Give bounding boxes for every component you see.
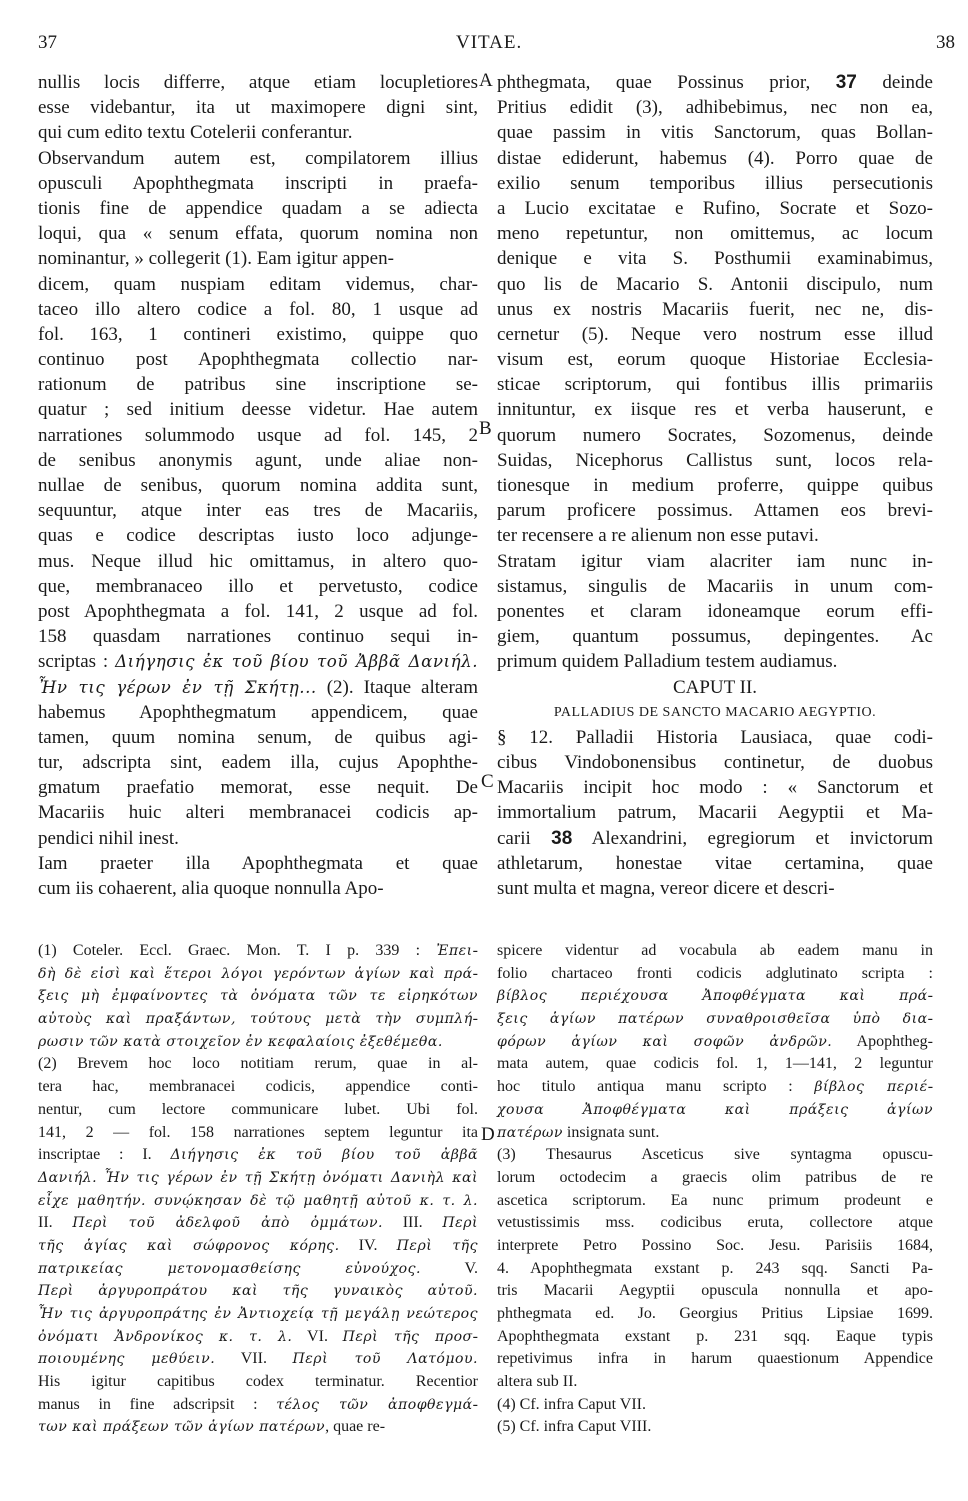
text-line: nullae de senibus, quorum nomina addita sunt,: [38, 475, 478, 496]
text-line: sequuntur, atque inter eas tres de Macariis,: [38, 500, 478, 522]
footnote-line: (4) Cf. infra Caput VII.: [497, 1395, 646, 1413]
footnote-line: Περὶ ἀργυροπράτου καὶ τῆς γυναικὸς αὐτοῦ.: [38, 1283, 478, 1300]
text-line: scriptas : Διήγησις ἐκ τοῦ βίου τοῦ Ἀββᾶ Δανιήλ.: [38, 651, 478, 673]
footnote-line: (5) Cf. infra Caput VIII.: [497, 1418, 652, 1436]
text-line: Ἦν τις γέρων ἐν τῇ Σκήτῃ... (2). Itaque alteram: [38, 676, 478, 698]
text-line: mus. Neque illud hic omittamus, in altero quo-: [38, 550, 478, 572]
footnote-line: πατέρων insignata sunt.: [497, 1123, 660, 1141]
text-line: ter recensere a re alienum non esse putavi.: [497, 525, 819, 547]
text-line: athletarum, honestae vitae certamina, quae: [497, 852, 933, 874]
text-line: carii 38 Alexandrini, egregiorum et invictorum: [497, 827, 933, 849]
footnote-line: tris Macarii Aegyptii opuscula nonnulla et apo-: [497, 1282, 933, 1300]
margin-mark-c: C: [481, 771, 494, 792]
text-line: unus ex nostris Macariis fuerit, nec ne, dis-: [497, 298, 933, 320]
text-line: quo lis de Macario S. Antonii discipulo, num: [497, 273, 933, 295]
text-line: a Lucio excitatae e Rufino, Socrate et Sozo-: [497, 197, 933, 219]
text-line: qui cum edito textu Cotelerii conferantur.: [38, 122, 353, 144]
footnote-line: χουσα Ἀποφθέγματα καὶ πράξεις ἁγίων: [497, 1101, 933, 1118]
text-line: Suidas, Nicephorus Callistus sunt, locos rela-: [497, 449, 933, 471]
footnote-line: (3) Thesaurus Asceticus sive syntagma opuscu-: [497, 1146, 933, 1164]
text-line: phthegmata, quae Possinus prior, 37 deinde: [497, 72, 933, 93]
footnote-line: Δανιήλ. Ἦν τις γέρων ἐν τῇ Σκήτῃ ὀνόματι Δανιὴλ καὶ: [38, 1169, 478, 1186]
footnote-line: ποιουμένης μεθύειν. VII. Περὶ τοῦ Λατόμου.: [38, 1350, 479, 1368]
footnote-line: (2) Brevem hoc loco notitiam rerum, quae in al-: [38, 1055, 478, 1073]
footnote-line: vetustissimis mss. codicibus eruta, collectore atque: [497, 1214, 933, 1232]
text-line: primum quidem Palladium testem audiamus.: [497, 651, 838, 673]
running-title: VITAE.: [456, 32, 523, 53]
footnote-line: 4. Apophthegmata exstant p. 243 sqq. Sancti Pa-: [497, 1259, 933, 1277]
text-line: cibus Vindobonensibus continetur, de duobus: [497, 752, 933, 774]
footnote-line: των καὶ πράξεων τῶν ἁγίων πατέρων, quae re-: [38, 1418, 386, 1436]
text-line: rationum de patribus sine inscriptione se-: [38, 374, 478, 396]
text-line: taceo illo altero codice a fol. 80, 1 usque ad: [38, 298, 478, 320]
text-line: que, membranaceo illo et pervetusto, codice: [38, 575, 478, 597]
footnote-line: βίβλος περιέχουσα Ἀποφθέγματα καὶ πρά-: [497, 987, 933, 1005]
text-line: pendici nihil inest.: [38, 827, 179, 849]
text-line: continuo post Apophthegmata collectio nar-: [38, 349, 478, 371]
footnote-line: altera sub II.: [497, 1373, 578, 1391]
footnote-line: interprete Petro Possino Soc. Jesu. Parisiis 1684,: [497, 1236, 933, 1254]
text-line: Macariis incipit hoc modo : « Sanctorum et: [497, 777, 933, 799]
margin-mark-b: B: [479, 418, 492, 439]
text-line: cum iis cohaerent, alia quoque nonnulla Apo-: [38, 878, 384, 899]
footnote-line: αὐτοὺς καὶ πραξάντων, τούτους μετὰ τὴν συμπλή-: [38, 1010, 478, 1028]
text-line: de senibus anonymis agunt, unde aliae non-: [38, 449, 478, 471]
text-line: tionis fine de appendice quadam a se adiecta: [38, 197, 478, 219]
text-line: Observandum autem est, compilatorem illius: [38, 147, 478, 169]
footnote-line: inscriptae : I. Διήγησις ἐκ τοῦ βίου τοῦ ἀββᾶ: [38, 1146, 478, 1164]
text-line: immortalium patrum, Macarii Aegyptii et Ma-: [497, 802, 933, 824]
text-line: sistamus, singulis de Macariis in unum com-: [497, 575, 933, 597]
text-line: cernetur (5). Neque vero nostrum esse illud: [497, 323, 933, 345]
text-line: distae ediderunt, habemus (4). Porro quae de: [497, 147, 933, 169]
text-line: opusculi Apophthegmata inscripti in praefa-: [38, 172, 478, 194]
text-line: nullis locis differre, atque etiam locupletiores: [38, 72, 478, 93]
footnotes-right: [497, 940, 933, 1439]
right-column: [497, 70, 933, 901]
footnote-line: spicere videntur ad vocabula ab eadem manu in: [497, 942, 933, 959]
text-line: giem, quantum possumus, depingentes. Ac: [497, 626, 933, 648]
footnote-line: ascetica scriptorum. Ea nunc primum prodeunt e: [497, 1191, 933, 1209]
left-column: [38, 70, 478, 901]
footnote-line: tera hac, membranacei codicis, appendice conti-: [38, 1078, 478, 1096]
footnote-line: εἶχε μαθητήν. συνῴκησαν δὲ τῷ μαθητῇ αὐτοῦ κ. τ. λ.: [38, 1192, 478, 1209]
footnote-line: folio chartaceo fronti codicis adglutinato scripta :: [497, 964, 933, 982]
footnote-line: manus in fine adscripsit : τέλος τῶν ἀποφθεγμά-: [38, 1395, 478, 1413]
text-line: Stratam igitur viam alacriter iam nunc in-: [497, 550, 933, 572]
footnote-line: His igitur capitibus codex terminatur. Recentior: [38, 1373, 478, 1391]
footnote-line: 141, 2 — fol. 158 narrationes septem leguntur ita: [38, 1123, 478, 1141]
text-line: Macariis huic alteri membranacei codicis ap-: [38, 802, 478, 824]
text-line: narrationes solummodo usque ad fol. 145, 2: [38, 424, 478, 446]
footnote-line: τῆς ἁγίας καὶ σώφρονος κόρης. IV. Περὶ τῆς: [38, 1236, 478, 1254]
footnote-line: φόρων ἁγίων καὶ σοφῶν ἀνδρῶν. Apophtheg-: [497, 1032, 933, 1050]
text-line: 158 quasdam narrationes continuo sequi in-: [38, 626, 478, 648]
page-number-left: 37: [38, 32, 57, 53]
text-line: tur, adscripta sint, eadem illa, cujus Apophthe-: [38, 752, 478, 774]
footnote-line: δὴ δὲ εἰσὶ καὶ ἕτεροι λόγοι γερόντων ἁγίων καὶ πρά-: [38, 964, 478, 982]
text-line: quatur ; sed initium deesse videtur. Hae autem: [38, 399, 478, 421]
text-line: parum proficere possimus. Attamen eos brevi-: [497, 500, 933, 522]
text-line: sunt multa et magna, vereor dicere et descri-: [497, 878, 835, 899]
text-line: fol. 163, 1 contineri existimo, quippe quo: [38, 323, 478, 345]
text-line: CAPUT II.: [672, 676, 758, 698]
text-line: tionesque in medium proferre, quippe quibus: [497, 475, 933, 496]
footnote-line: ὀνόματι Ἀνδρονίκος κ. τ. λ. VI. Περὶ τῆς προσ-: [38, 1327, 478, 1345]
text-line: esse videbantur, ita ut maximopere digni sint,: [38, 97, 478, 119]
text-line: tamen, quum nomina senum, de quibus agi-: [38, 726, 478, 748]
page-number-right: 38: [936, 32, 955, 53]
text-line: exilio senum temporibus illius persecutionis: [497, 172, 933, 194]
text-line: visum est, eorum quoque Historiae Ecclesia-: [497, 349, 933, 371]
text-line: sticae scriptorum, qui fontibus illis primariis: [497, 374, 933, 396]
text-line: post Apophthegmata a fol. 141, 2 usque ad fol.: [38, 600, 478, 622]
footnote-line: lorum octodecim a graecis olim patribus de re: [497, 1168, 933, 1186]
text-line: quae passim in vitis Sanctorum, quas Bollan-: [497, 122, 933, 144]
text-line: innituntur, ex iisque res et verba hauserunt, e: [497, 399, 933, 421]
text-line: meno repetuntur, non omittemus, ac locum: [497, 223, 933, 245]
text-line: quorum numero Socrates, Sozomenus, deinde: [497, 424, 933, 446]
text-line: denique e vita S. Posthumii examinabimus,: [497, 248, 933, 270]
footnote-line: Apophthegmata exstant p. 231 sqq. Eaque typis: [497, 1327, 933, 1345]
footnote-line: (1) Coteler. Eccl. Graec. Mon. T. I p. 339 : Ἐπει-: [38, 942, 478, 959]
text-line: habemus Apophthegmatum appendicem, quae: [38, 701, 478, 723]
text-line: gmatum praefatio memorat, esse nequit. De: [38, 777, 478, 799]
footnote-line: Ἦν τις ἀργυροπράτης ἐν Ἀντιοχείᾳ τῇ μεγάλῃ νεώτερος: [38, 1306, 478, 1322]
text-line: Iam praeter illa Apophthegmata et quae: [38, 852, 478, 874]
footnote-line: repetivimus infra in harum quaestionum Appendice: [497, 1350, 933, 1368]
text-line: § 12. Palladii Historia Lausiaca, quae codi-: [497, 726, 933, 748]
text-line: loqui, qua « senum effata, quorum nomina non: [38, 223, 478, 245]
footnote-line: πατρικείας μετονομασθείσης εὐνούχος. V.: [38, 1259, 478, 1277]
text-line: Pritius edidit (3), adhibebimus, nec non ea,: [497, 97, 933, 119]
footnote-line: phthegmata ed. Jo. Georgius Pritius Lipsiae 1699.: [497, 1305, 933, 1322]
footnote-line: ρωσιν τῶν κατὰ στοιχεῖον ἐν κεφαλαίοις ἐξεθέμεθα.: [38, 1033, 443, 1050]
margin-mark-d: D: [481, 1124, 495, 1145]
text-line: nominantur, » collegerit (1). Eam igitur appen-: [38, 248, 394, 270]
footnote-line: mata autem, quae codicis fol. 1, 1—141, 2 leguntur: [497, 1055, 933, 1073]
text-line: dicem, quam nuspiam editam videmus, char-: [38, 273, 478, 295]
footnote-line: nentur, cum lectore communicare lubet. Ubi fol.: [38, 1100, 478, 1118]
footnote-line: hoc titulo antiqua manu scripto : βίβλος περιέ-: [497, 1078, 934, 1096]
text-line: ponentes et claram idoneamque eorum effi-: [497, 600, 933, 622]
text-line: PALLADIUS DE SANCTO MACARIO AEGYPTIO.: [553, 704, 877, 720]
footnotes-left: [38, 940, 478, 1439]
margin-mark-a: A: [479, 70, 493, 91]
footnote-line: ξεις ἁγίων πατέρων συναθροισθεῖσα ὑπὸ δια-: [497, 1010, 933, 1028]
text-line: quas e codice descriptas iusto loco adjunge-: [38, 525, 478, 547]
footnote-line: ξεις μὴ ἐμφαίνοντες τὰ ὀνόματα τῶν τε εἰρηκότων: [38, 988, 478, 1005]
footnote-line: II. Περὶ τοῦ ἀδελφοῦ ἀπὸ ὀμμάτων. III. Περὶ: [38, 1214, 478, 1232]
